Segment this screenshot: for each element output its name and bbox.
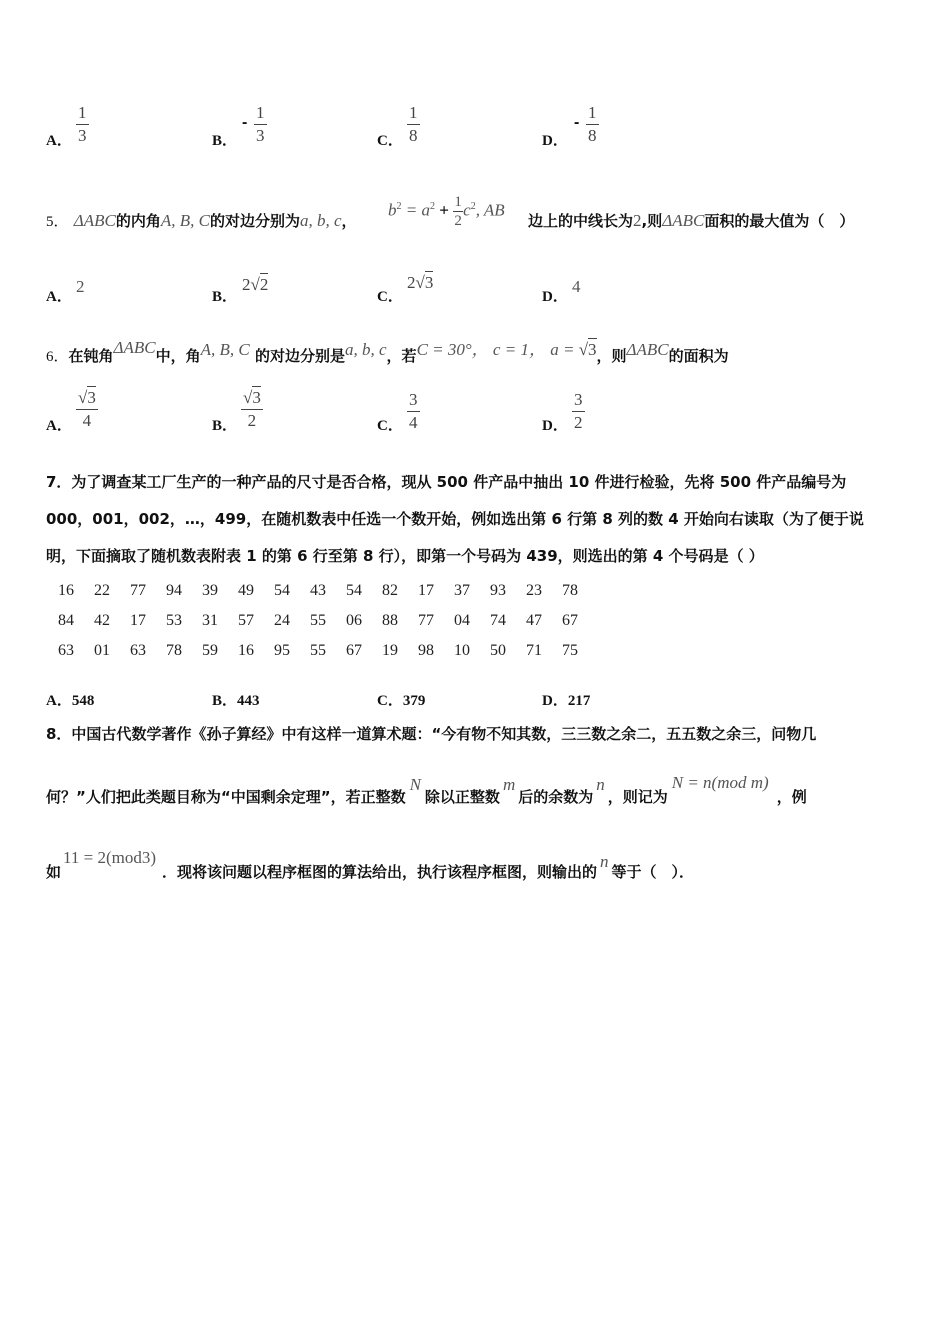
- q7-stem-line-3: 明，下面摘取了随机数表附表 1 的第 6 行至第 8 行），即第一个号码为 439，则选出的第 4 个号码是（ ）: [46, 547, 764, 565]
- random-table-cell: 84: [58, 612, 74, 629]
- side-names: a, b, c: [299, 211, 342, 230]
- q4-option-d-sign: -: [574, 114, 580, 131]
- q6-option-d-fraction: [572, 391, 585, 432]
- random-table-cell: 06: [346, 612, 362, 629]
- denominator: 2: [454, 213, 462, 229]
- triangle-symbol: ΔABC: [626, 340, 669, 359]
- option-value: 217: [567, 693, 591, 709]
- denominator: 3: [256, 126, 265, 145]
- numerator: 1: [454, 194, 462, 210]
- q4-option-d-fraction: [586, 104, 599, 145]
- q6-stem: [46, 338, 729, 366]
- denominator: 8: [409, 126, 418, 145]
- numerator: 3: [574, 390, 583, 409]
- stem-text: ，例: [776, 788, 807, 806]
- numerator: √3: [78, 388, 96, 407]
- q4-option-b-label: B．: [212, 133, 238, 149]
- random-table-cell: 78: [166, 642, 182, 659]
- radicand: 3: [588, 340, 597, 359]
- stem-text: 的内角: [115, 212, 161, 230]
- var-n-upper: N: [409, 775, 421, 794]
- denominator: 8: [588, 126, 597, 145]
- stem-text: 中，角: [155, 347, 201, 365]
- random-table-cell: 01: [94, 642, 110, 659]
- q4-option-c-label: C．: [377, 133, 403, 149]
- q6-option-a-label: A．: [46, 418, 72, 434]
- condition: C = 30°， c = 1， a = √3: [416, 340, 597, 359]
- random-table-cell: 78: [562, 582, 578, 599]
- denominator: 3: [78, 126, 87, 145]
- q7-option-b: [212, 689, 260, 710]
- numerator: 3: [409, 390, 418, 409]
- denominator: 2: [247, 411, 257, 430]
- q4-option-a-label: A．: [46, 133, 72, 149]
- coefficient: 2: [242, 275, 251, 294]
- random-table-cell: 54: [346, 582, 362, 599]
- side-condition: a =: [550, 340, 579, 359]
- triangle-symbol: ΔABC: [73, 211, 116, 230]
- random-table-cell: 50: [490, 642, 506, 659]
- q6-option-b-fraction: [241, 389, 263, 430]
- plus-sign: +: [434, 200, 454, 220]
- stem-text: 的对边分别是: [254, 347, 345, 365]
- stem-text: ,则: [641, 212, 663, 230]
- random-table-cell: 17: [130, 612, 146, 629]
- stem-text: ，若: [386, 347, 417, 365]
- random-table-cell: 57: [238, 612, 254, 629]
- q7-stem-line-1: 7．为了调查某工厂生产的一种产品的尺寸是否合格，现从 500 件产品中抽出 10 件进行检验，先将 500 件产品编号为: [46, 473, 847, 491]
- numerator: 1: [409, 103, 418, 122]
- segment-ab: , AB: [475, 200, 505, 220]
- random-table-cell: 67: [562, 612, 578, 629]
- random-table-cell: 55: [310, 612, 326, 629]
- stem-text: 面积的最大值为（ ）: [704, 212, 855, 230]
- question-number: 5．: [46, 214, 69, 230]
- denominator: 2: [574, 413, 583, 432]
- random-table-cell: 63: [130, 642, 146, 659]
- random-table-cell: 82: [382, 582, 398, 599]
- angle-names: A, B, C: [160, 211, 210, 230]
- radicand: 3: [424, 273, 434, 292]
- var-m: m: [502, 775, 516, 794]
- random-table-cell: 74: [490, 612, 506, 629]
- option-value: 443: [237, 693, 260, 709]
- q6-option-a-fraction: [76, 389, 98, 430]
- q6-option-c-label: C．: [377, 418, 403, 434]
- q5-option-d-value: 4: [572, 277, 581, 296]
- side-condition: c = 1，: [492, 340, 546, 359]
- radicand: 2: [259, 275, 269, 294]
- denominator: 4: [82, 411, 92, 430]
- random-table-row: [58, 636, 598, 666]
- numerator: 1: [588, 103, 597, 122]
- q5-stem-end: [528, 210, 854, 231]
- q8-stem-line-3: [46, 848, 695, 882]
- q5-option-b-label: B．: [212, 289, 238, 305]
- example-congruence: 11 = 2(mod3): [63, 848, 157, 867]
- denominator: 4: [409, 413, 418, 432]
- var-c: c: [463, 200, 471, 220]
- var-n: n: [600, 852, 609, 871]
- random-table-cell: 47: [526, 612, 542, 629]
- option-label: C．: [377, 693, 403, 709]
- random-table-cell: 43: [310, 582, 326, 599]
- var-b: b: [388, 200, 397, 220]
- q8-stem-line-2: [46, 773, 807, 807]
- q6-option-b-label: B．: [212, 418, 238, 434]
- stem-text: 后的余数为: [518, 788, 594, 806]
- q5-option-a-value: 2: [76, 277, 85, 296]
- option-label: D．: [542, 693, 568, 709]
- q5-stem: [46, 210, 357, 231]
- stem-text: 如: [46, 863, 62, 881]
- stem-text: 等于（ ）．: [611, 863, 695, 881]
- numerator: √3: [243, 388, 261, 407]
- q5-option-a-label: A．: [46, 289, 72, 305]
- stem-text: 何？”人们把此类题目称为“中国剩余定理”，若正整数: [46, 788, 406, 806]
- random-table-cell: 95: [274, 642, 290, 659]
- random-table-cell: 22: [94, 582, 110, 599]
- option-value: 379: [402, 693, 426, 709]
- random-table-cell: 98: [418, 642, 434, 659]
- angle-condition: C = 30°，: [416, 340, 489, 359]
- triangle-symbol: ΔABC: [662, 211, 705, 230]
- random-table-row: [58, 606, 598, 636]
- triangle-symbol: ΔABC: [113, 338, 156, 357]
- random-table-cell: 55: [310, 642, 326, 659]
- random-table-cell: 71: [526, 642, 542, 659]
- exponent: 2: [429, 200, 435, 212]
- q4-option-a-fraction: [76, 104, 89, 145]
- stem-text: 除以正整数: [424, 788, 500, 806]
- q8-stem-line-1: 8．中国古代数学著作《孙子算经》中有这样一道算术题：“今有物不知其数，三三数之余二，五五数之余三，问物几: [46, 725, 817, 743]
- option-label: B．: [212, 693, 238, 709]
- random-table-cell: 63: [58, 642, 74, 659]
- numerator: 1: [78, 103, 87, 122]
- median-value: 2: [633, 211, 642, 230]
- random-table-cell: 24: [274, 612, 290, 629]
- random-table-cell: 59: [202, 642, 218, 659]
- q6-option-c-fraction: [407, 391, 420, 432]
- q6-option-d-label: D．: [542, 418, 568, 434]
- punctuation: ，: [341, 212, 357, 230]
- var-n: n: [596, 775, 605, 794]
- random-table-cell: 42: [94, 612, 110, 629]
- coefficient: 2: [407, 273, 416, 292]
- q5-option-d-label: D．: [542, 289, 568, 305]
- q5-equation: [388, 194, 505, 229]
- stem-text: 边上的中线长为: [528, 212, 634, 230]
- stem-text: 在钝角: [68, 347, 114, 365]
- q5-option-c-label: C．: [377, 289, 403, 305]
- random-table-cell: 54: [274, 582, 290, 599]
- q5-option-b-value: 2√2: [242, 275, 269, 294]
- exponent: 2: [396, 200, 402, 212]
- q5-option-c-value: 2√3: [407, 273, 434, 292]
- half-fraction: [453, 194, 463, 229]
- q7-option-d: [542, 689, 590, 710]
- random-number-table: [58, 576, 598, 666]
- stem-text: ，则: [596, 347, 627, 365]
- random-table-cell: 10: [454, 642, 470, 659]
- random-table-cell: 77: [418, 612, 434, 629]
- random-table-cell: 16: [238, 642, 254, 659]
- random-table-row: [58, 576, 598, 606]
- random-table-cell: 39: [202, 582, 218, 599]
- q4-option-b-sign: -: [242, 114, 248, 131]
- random-table-cell: 49: [238, 582, 254, 599]
- random-table-cell: 04: [454, 612, 470, 629]
- radicand: 3: [87, 388, 96, 407]
- var-a: = a: [401, 200, 430, 220]
- side-names: a, b, c: [345, 340, 387, 359]
- random-table-cell: 23: [526, 582, 542, 599]
- stem-text: 的面积为: [668, 347, 729, 365]
- q4-option-b-fraction: [254, 104, 267, 145]
- random-table-cell: 88: [382, 612, 398, 629]
- congruence-notation: N = n(mod m): [671, 773, 769, 792]
- random-table-cell: 37: [454, 582, 470, 599]
- option-label: A．: [46, 693, 72, 709]
- angle-names: A, B, C: [200, 340, 250, 359]
- radicand: 3: [252, 388, 261, 407]
- exponent: 2: [470, 200, 476, 212]
- random-table-cell: 94: [166, 582, 182, 599]
- option-value: 548: [71, 693, 95, 709]
- random-table-cell: 17: [418, 582, 434, 599]
- random-table-cell: 53: [166, 612, 182, 629]
- random-table-cell: 93: [490, 582, 506, 599]
- random-table-cell: 31: [202, 612, 218, 629]
- random-table-cell: 19: [382, 642, 398, 659]
- numerator: 1: [256, 103, 265, 122]
- q7-option-c: [377, 689, 425, 710]
- stem-text: ．现将该问题以程序框图的算法给出，执行该程序框图，则输出的: [162, 863, 598, 881]
- question-number: 6．: [46, 349, 69, 365]
- q7-option-a: [46, 689, 94, 710]
- stem-text: 的对边分别为: [209, 212, 300, 230]
- q7-stem-line-2: 000，001，002，…，499，在随机数表中任选一个数开始，例如选出第 6 行第 8 列的数 4 开始向右读取（为了便于说: [46, 510, 864, 528]
- random-table-cell: 67: [346, 642, 362, 659]
- q4-option-c-fraction: [407, 104, 420, 145]
- stem-text: ，则记为: [607, 788, 668, 806]
- random-table-cell: 75: [562, 642, 578, 659]
- q4-option-d-label: D．: [542, 133, 568, 149]
- random-table-cell: 77: [130, 582, 146, 599]
- random-table-cell: 16: [58, 582, 74, 599]
